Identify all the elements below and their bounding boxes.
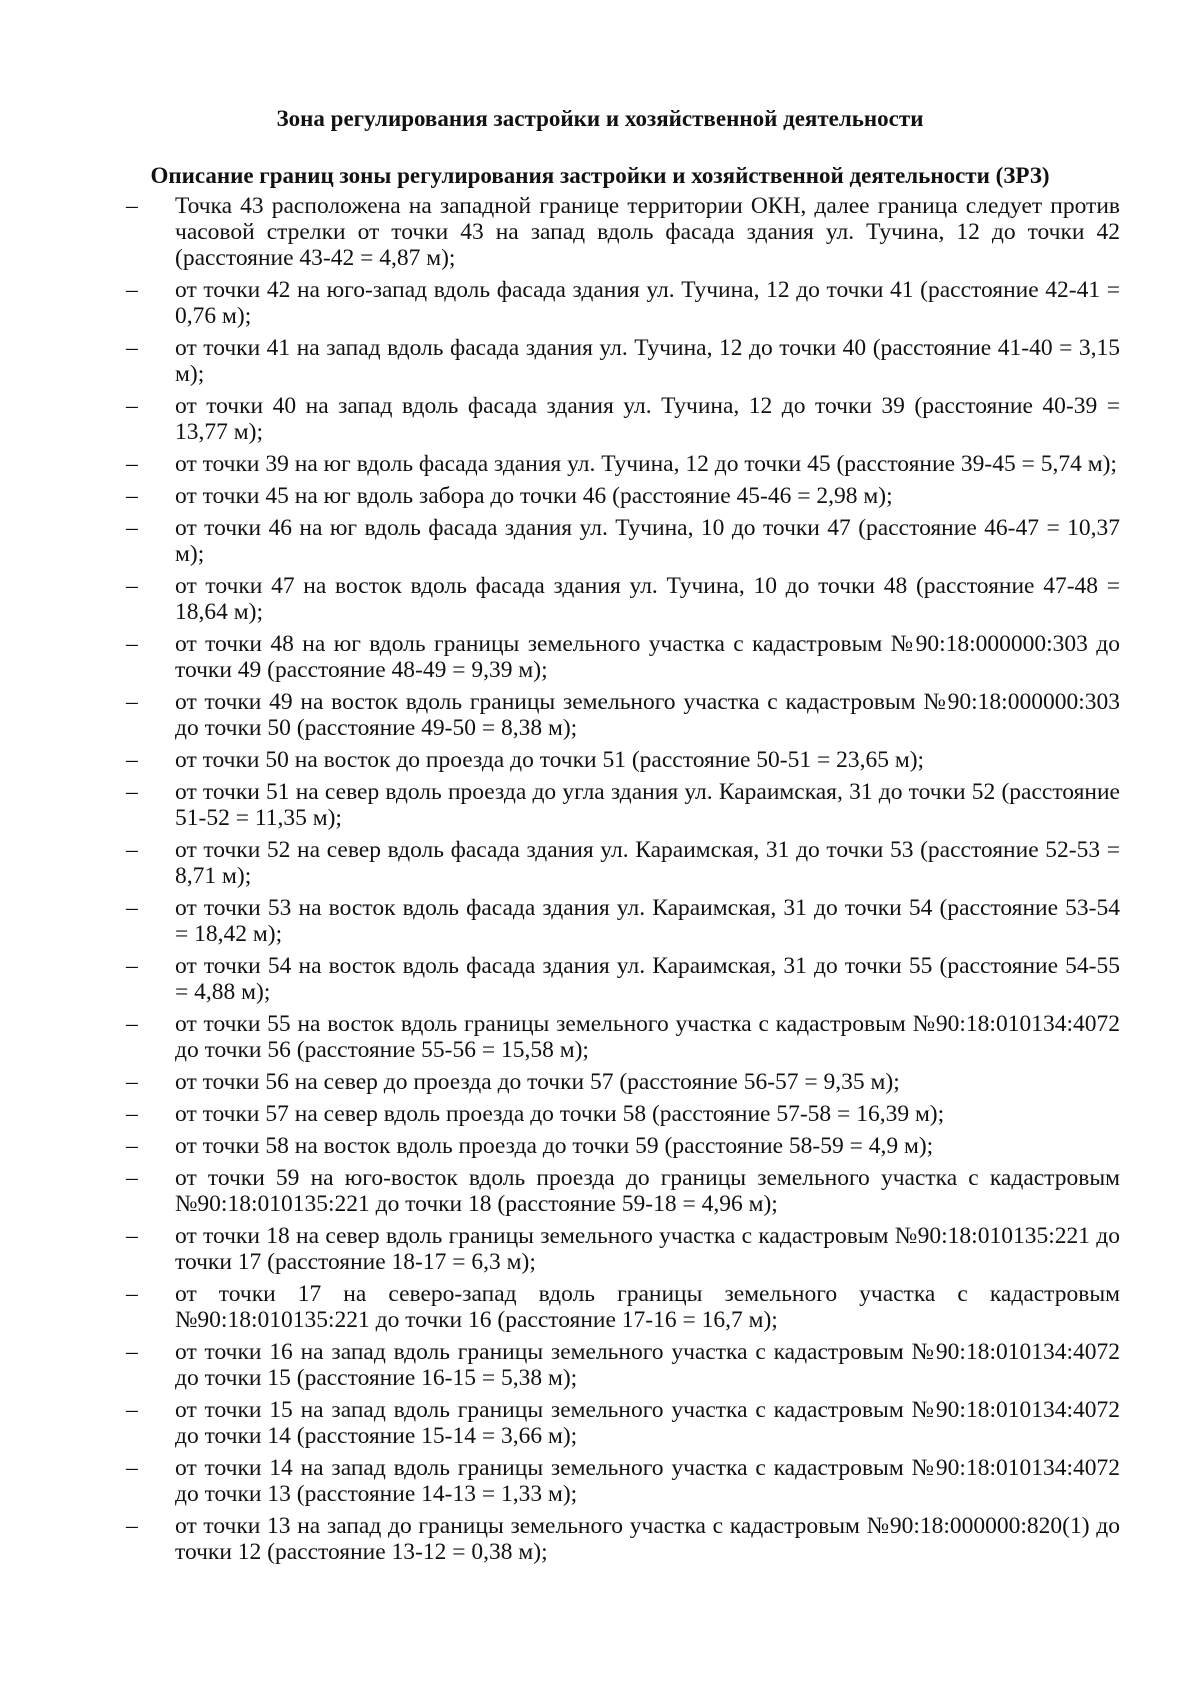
boundary-item: [126, 1455, 1120, 1507]
boundary-item: [126, 1011, 1120, 1063]
bullet-dash: –: [126, 689, 138, 715]
bullet-dash: –: [126, 779, 138, 805]
boundary-item: [126, 1133, 1120, 1159]
boundary-item-text: от точки 53 на восток вдоль фасада здания ул. Караимская, 31 до точки 54 (расстояние 53-54 = 18,42 м);: [175, 895, 1120, 947]
boundary-item-text: от точки 17 на северо-запад вдоль границы земельного участка с кадастровым №90:18:010135:221 до точки 16 (расстояние 17-16 = 16,7 м);: [175, 1281, 1120, 1333]
boundary-item: [126, 335, 1120, 387]
boundary-item: [126, 837, 1120, 889]
boundary-item-text: от точки 49 на восток вдоль границы земельного участка с кадастровым №90:18:000000:303 до точки 50 (расстояние 49-50 = 8,38 м);: [175, 689, 1120, 741]
boundary-item: [126, 277, 1120, 329]
boundary-item-text: от точки 16 на запад вдоль границы земельного участка с кадастровым №90:18:010134:4072 до точки 15 (расстояние 16-15 = 5,38 м);: [175, 1339, 1120, 1391]
boundary-item-text: от точки 13 на запад до границы земельного участка с кадастровым №90:18:000000:820(1) до точки 12 (расстояние 13-12 = 0,38 м);: [175, 1513, 1120, 1565]
boundary-item: [126, 1223, 1120, 1275]
bullet-dash: –: [126, 1101, 138, 1127]
boundary-item-text: от точки 50 на восток до проезда до точки 51 (расстояние 50-51 = 23,65 м);: [175, 747, 925, 773]
bullet-dash: –: [126, 193, 138, 219]
boundary-item-text: от точки 52 на север вдоль фасада здания ул. Караимская, 31 до точки 53 (расстояние 52-53 = 8,71 м);: [175, 837, 1120, 889]
boundary-item-text: от точки 59 на юго-восток вдоль проезда до границы земельного участка с кадастровым №90:18:010135:221 до точки 18 (расстояние 59-18 = 4,96 м);: [175, 1165, 1120, 1217]
boundary-item-text: от точки 45 на юг вдоль забора до точки 46 (расстояние 45-46 = 2,98 м);: [175, 483, 893, 509]
boundary-item-text: от точки 54 на восток вдоль фасада здания ул. Караимская, 31 до точки 55 (расстояние 54-55 = 4,88 м);: [175, 953, 1120, 1005]
bullet-dash: –: [126, 1513, 138, 1539]
boundary-item: [126, 573, 1120, 625]
boundary-item: [126, 747, 1120, 773]
boundary-item-text: от точки 57 на север вдоль проезда до точки 58 (расстояние 57-58 = 16,39 м);: [175, 1101, 945, 1127]
boundary-item-text: от точки 56 на север до проезда до точки 57 (расстояние 56-57 = 9,35 м);: [175, 1069, 900, 1095]
boundary-item-text: от точки 42 на юго-запад вдоль фасада здания ул. Тучина, 12 до точки 41 (расстояние 42-41 = 0,76 м);: [175, 277, 1120, 329]
boundary-item-text: от точки 51 на север вдоль проезда до угла здания ул. Караимская, 31 до точки 52 (расстояние 51-52 = 11,35 м);: [175, 779, 1120, 831]
boundary-item-text: от точки 55 на восток вдоль границы земельного участка с кадастровым №90:18:010134:4072 до точки 56 (расстояние 55-56 = 15,58 м);: [175, 1011, 1120, 1063]
boundary-item: [126, 451, 1120, 477]
boundary-description-list: [126, 193, 1120, 1571]
boundary-item-text: от точки 40 на запад вдоль фасада здания ул. Тучина, 12 до точки 39 (расстояние 40-39 = 13,77 м);: [175, 393, 1120, 445]
boundary-item-text: от точки 48 на юг вдоль границы земельного участка с кадастровым №90:18:000000:303 до точки 49 (расстояние 48-49 = 9,39 м);: [175, 631, 1120, 683]
boundary-item-text: от точки 15 на запад вдоль границы земельного участка с кадастровым №90:18:010134:4072 до точки 14 (расстояние 15-14 = 3,66 м);: [175, 1397, 1120, 1449]
boundary-item: [126, 1397, 1120, 1449]
boundary-item-text: от точки 46 на юг вдоль фасада здания ул. Тучина, 10 до точки 47 (расстояние 46-47 = 10,37 м);: [175, 515, 1120, 567]
boundary-item: [126, 779, 1120, 831]
bullet-dash: –: [126, 631, 138, 657]
document-subtitle: Описание границ зоны регулирования застройки и хозяйственной деятельности (ЗРЗ): [150, 163, 1050, 188]
bullet-dash: –: [126, 1069, 138, 1095]
boundary-item: [126, 953, 1120, 1005]
bullet-dash: –: [126, 573, 138, 599]
bullet-dash: –: [126, 277, 138, 303]
bullet-dash: –: [126, 747, 138, 773]
bullet-dash: –: [126, 483, 138, 509]
bullet-dash: –: [126, 953, 138, 979]
boundary-item: [126, 515, 1120, 567]
boundary-item-text: Точка 43 расположена на западной границе территории ОКН, далее граница следует против часовой стрелки от точки 43 на запад вдоль фасада здания ул. Тучина, 12 до точки 42 (расстояние 43-42 = 4,87 м);: [175, 193, 1120, 271]
boundary-item-text: от точки 41 на запад вдоль фасада здания ул. Тучина, 12 до точки 40 (расстояние 41-40 = 3,15 м);: [175, 335, 1120, 387]
bullet-dash: –: [126, 1165, 138, 1191]
bullet-dash: –: [126, 451, 138, 477]
bullet-dash: –: [126, 895, 138, 921]
boundary-item: [126, 193, 1120, 271]
bullet-dash: –: [126, 1455, 138, 1481]
boundary-item: [126, 895, 1120, 947]
boundary-item: [126, 1513, 1120, 1565]
boundary-item-text: от точки 47 на восток вдоль фасада здания ул. Тучина, 10 до точки 48 (расстояние 47-48 = 18,64 м);: [175, 573, 1120, 625]
bullet-dash: –: [126, 515, 138, 541]
bullet-dash: –: [126, 1011, 138, 1037]
boundary-item: [126, 483, 1120, 509]
boundary-item: [126, 689, 1120, 741]
boundary-item: [126, 1101, 1120, 1127]
bullet-dash: –: [126, 1281, 138, 1307]
bullet-dash: –: [126, 1397, 138, 1423]
bullet-dash: –: [126, 1223, 138, 1249]
bullet-dash: –: [126, 837, 138, 863]
bullet-dash: –: [126, 1133, 138, 1159]
boundary-item: [126, 1339, 1120, 1391]
boundary-item: [126, 393, 1120, 445]
document-title: Зона регулирования застройки и хозяйственной деятельности: [276, 106, 924, 131]
bullet-dash: –: [126, 393, 138, 419]
boundary-item-text: от точки 14 на запад вдоль границы земельного участка с кадастровым №90:18:010134:4072 до точки 13 (расстояние 14-13 = 1,33 м);: [175, 1455, 1120, 1507]
boundary-item-text: от точки 58 на восток вдоль проезда до точки 59 (расстояние 58-59 = 4,9 м);: [175, 1133, 934, 1159]
boundary-item: [126, 1281, 1120, 1333]
bullet-dash: –: [126, 335, 138, 361]
boundary-item-text: от точки 18 на север вдоль границы земельного участка с кадастровым №90:18:010135:221 до точки 17 (расстояние 18-17 = 6,3 м);: [175, 1223, 1120, 1275]
boundary-item: [126, 1069, 1120, 1095]
boundary-item-text: от точки 39 на юг вдоль фасада здания ул. Тучина, 12 до точки 45 (расстояние 39-45 = 5,74 м);: [175, 451, 1117, 477]
boundary-item: [126, 1165, 1120, 1217]
bullet-dash: –: [126, 1339, 138, 1365]
boundary-item: [126, 631, 1120, 683]
